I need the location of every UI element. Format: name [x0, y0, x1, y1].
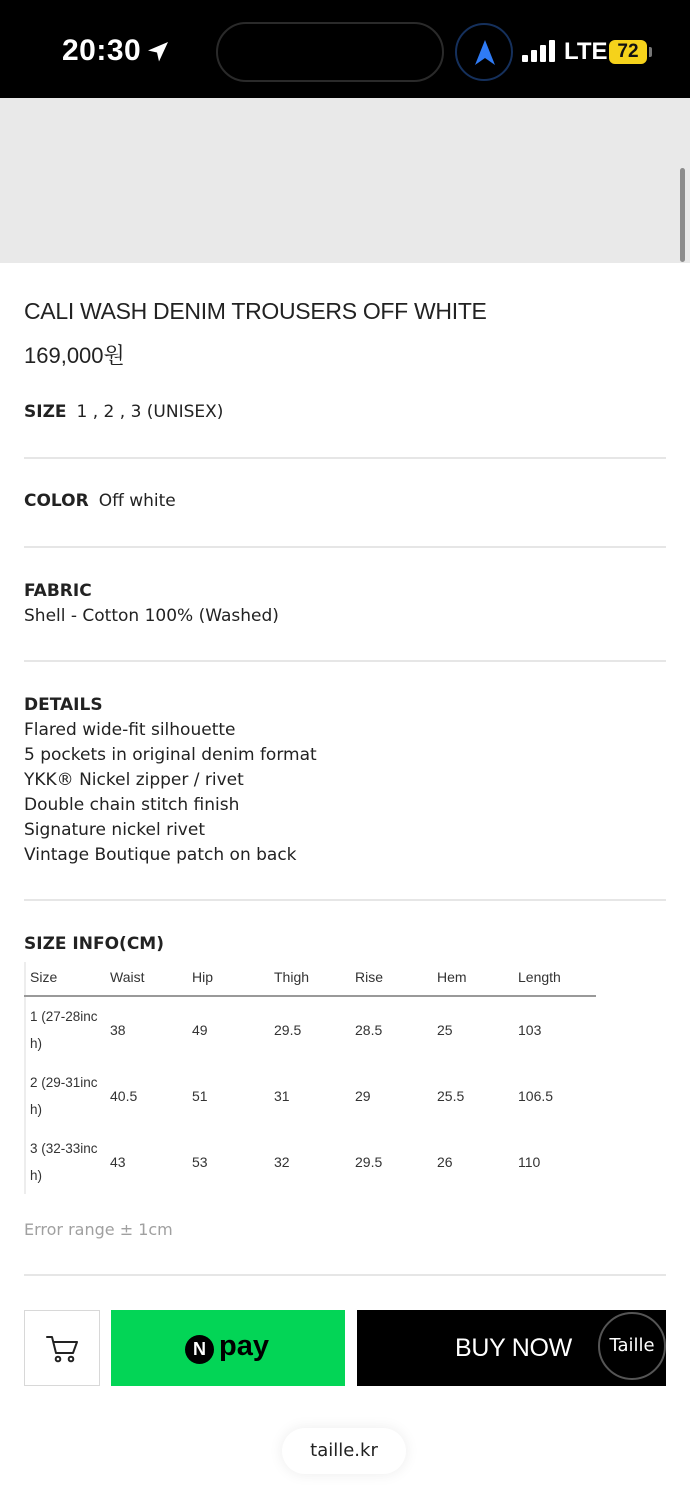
size-info-title: SIZE INFO(CM)	[24, 934, 164, 954]
product-price: 169,000원	[24, 343, 125, 368]
color-line	[24, 491, 176, 511]
location-arrow-icon	[146, 40, 170, 64]
table-cell: 103	[518, 1022, 542, 1038]
details-item: Signature nickel rivet	[24, 820, 205, 840]
column-header: Length	[518, 969, 561, 985]
status-bar	[0, 0, 690, 98]
npay-logo-icon: N	[185, 1335, 214, 1364]
fabric-value: Shell - Cotton 100% (Washed)	[24, 606, 279, 626]
size-value: 1 , 2 , 3 (UNISEX)	[76, 402, 224, 422]
column-header: Waist	[110, 969, 145, 985]
table-cell: 31	[274, 1088, 290, 1104]
table-cell: 29.5	[355, 1154, 383, 1170]
status-time: 20:30	[62, 34, 142, 67]
table-cell: 38	[110, 1022, 126, 1038]
battery-tip	[649, 47, 652, 57]
npay-button[interactable]	[111, 1310, 345, 1386]
table-cell: 25.5	[437, 1088, 465, 1104]
column-header: Hem	[437, 969, 467, 985]
column-header: Size	[30, 969, 58, 985]
navigation-indicator[interactable]	[455, 23, 513, 81]
table-cell: 25	[437, 1022, 453, 1038]
size-cell: 3 (32-33inch)	[30, 1141, 98, 1183]
details-item: 5 pockets in original denim format	[24, 745, 317, 765]
column-header: Hip	[192, 969, 214, 985]
network-type: LTE	[564, 38, 608, 65]
table-cell: 53	[192, 1154, 208, 1170]
table-cell: 106.5	[518, 1088, 554, 1104]
dynamic-island	[216, 22, 444, 82]
fabric-section	[24, 579, 279, 629]
divider	[24, 457, 666, 459]
fabric-label: FABRIC	[24, 581, 92, 601]
table-cell: 28.5	[355, 1022, 383, 1038]
add-to-cart-button[interactable]	[24, 1310, 100, 1386]
color-value: Off white	[98, 491, 176, 511]
divider	[24, 546, 666, 548]
details-section	[24, 693, 317, 868]
cellular-signal-icon	[522, 40, 556, 62]
size-cell: 1 (27-28inch)	[30, 1009, 98, 1051]
details-item: YKK® Nickel zipper / rivet	[24, 770, 244, 790]
npay-label: pay	[219, 1330, 269, 1362]
table-cell: 32	[274, 1154, 290, 1170]
table-cell: 26	[437, 1154, 453, 1170]
navigation-arrow-icon	[473, 39, 497, 67]
details-label: DETAILS	[24, 695, 103, 715]
table-cell: 29.5	[274, 1022, 302, 1038]
taille-floating-button[interactable]: Taille	[598, 1312, 666, 1380]
divider	[24, 660, 666, 662]
table-cell: 40.5	[110, 1088, 138, 1104]
details-item: Flared wide-fit silhouette	[24, 720, 236, 740]
divider	[24, 899, 666, 901]
error-range-note: Error range ± 1cm	[24, 1220, 173, 1239]
table-cell: 43	[110, 1154, 126, 1170]
table-cell: 51	[192, 1088, 208, 1104]
browser-url-bar[interactable]: taille.kr	[282, 1428, 406, 1474]
buy-now-label: BUY NOW	[455, 1334, 572, 1362]
product-title: CALI WASH DENIM TROUSERS OFF WHITE	[24, 298, 487, 324]
table-cell: 49	[192, 1022, 208, 1038]
column-header: Thigh	[274, 969, 310, 985]
size-label: SIZE	[24, 402, 67, 422]
table-cell: 110	[518, 1154, 541, 1170]
details-item: Double chain stitch finish	[24, 795, 240, 815]
size-line	[24, 402, 223, 422]
cart-icon	[46, 1334, 80, 1364]
product-image-area	[0, 98, 690, 263]
size-cell: 2 (29-31inch)	[30, 1075, 98, 1117]
battery-icon: 72	[609, 40, 647, 64]
color-label: COLOR	[24, 491, 89, 511]
scrollbar[interactable]	[680, 168, 685, 262]
details-item: Vintage Boutique patch on back	[24, 845, 297, 865]
divider	[24, 1274, 666, 1276]
table-cell: 29	[355, 1088, 371, 1104]
column-header: Rise	[355, 969, 384, 985]
